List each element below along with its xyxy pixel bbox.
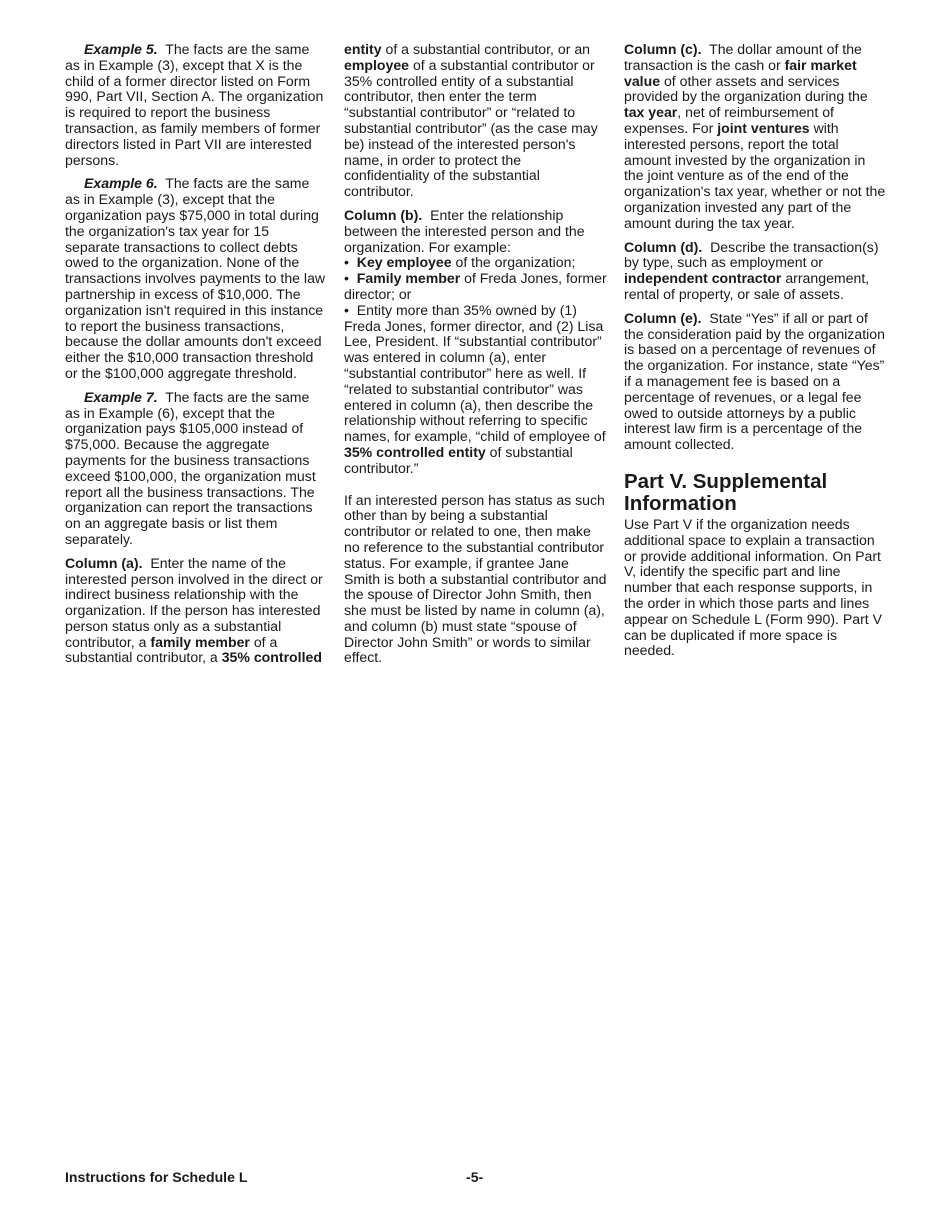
column-a-bold-1: family member — [150, 633, 250, 650]
bullet-icon: • — [344, 301, 349, 318]
column-d-text-1: Describe the transaction(s) by type, such as employment or — [624, 238, 879, 271]
column-1 — [65, 42, 327, 674]
part-v-heading: Part V. Supplemental Information — [624, 469, 828, 515]
example-7-text: The facts are the same as in Example (6), except that the organization pays $105,000 instead of $75,000. Because the aggregate payments for the business transactions exceed $100,000, the organization must report all the business transactions. The organization can report the transactions on an aggregate basis or list them separately. — [65, 388, 316, 547]
column-a-label: Column (a). — [65, 554, 143, 571]
bullet-item-1 — [344, 255, 608, 271]
bullet-1-text: of the organization; — [455, 254, 576, 271]
column-d-label: Column (d). — [624, 238, 703, 255]
cont-bold-2: employee — [344, 56, 410, 73]
bullet-2-text: of Freda Jones, former director; or — [344, 270, 607, 302]
column-c-section — [624, 42, 886, 232]
column-a-text-2: of a substantial contributor, a — [65, 633, 278, 666]
example-6 — [65, 176, 327, 381]
bullet-icon: • — [344, 254, 349, 271]
column-e-text: State “Yes” if all or part of the consideration paid by the organization is based on a percentage of revenues of the organization. For instance, state “Yes” if a management fee is based on a percentage of revenues, or a legal fee owed to outside attorneys by a public interest law firm is a percentage of the amount collected. — [624, 309, 885, 453]
column-d-bold-1: independent contractor — [624, 270, 782, 287]
page-number: -5- — [466, 1169, 484, 1185]
example-5-label: Example 5. — [84, 41, 158, 57]
column-d-section — [624, 240, 886, 303]
bullet-icon: • — [344, 270, 349, 287]
footer-title: Instructions for Schedule L — [65, 1169, 248, 1185]
column-a-continued — [344, 42, 608, 200]
example-5 — [65, 42, 327, 168]
cont-bold-1: entity — [344, 41, 382, 57]
column-c-text-4: with interested persons, report the total amount invested by the organization in the joint venture as of the end of the organization's tax year, whether or not the organization invested any part of the amount during the tax year. — [624, 119, 886, 231]
column-c-bold-1: fair market value — [624, 56, 857, 89]
bullet-3-bold: 35% controlled entity — [344, 443, 486, 460]
bullet-2-bold: Family member — [356, 270, 461, 287]
part-v-text: Use Part V if the organization needs additional space to explain a transaction or provide additional information. On Part V, identify the specific part and line number that each response supports, in the order in which those parts and lines appear on Schedule L (Form 990). Part V can be duplicated if more space is needed. — [624, 515, 883, 659]
column-b-text: Enter the relationship between the interested person and the organization. For example: — [344, 206, 585, 255]
column-e-section — [624, 311, 886, 453]
column-c-label: Column (c). — [624, 41, 702, 57]
column-e-label: Column (e). — [624, 309, 702, 326]
bullet-item-2 — [344, 271, 608, 303]
example-6-label: Example 6. — [84, 175, 158, 192]
bullet-item-3 — [344, 303, 608, 477]
column-b-section — [344, 208, 608, 255]
cont-text-1: of a substantial contributor, or an — [385, 41, 590, 57]
column-a-bold-2: 35% controlled — [221, 649, 322, 666]
column-2 — [344, 42, 608, 674]
status-paragraph: If an interested person has status as such other than by being a substantial contributor or related to one, then make no reference to the substantial contributor status. For example, if grantee Jane Smith is both a substantial contributor and the spouse of Director John Smith, then she must be listed by name in column (a), and column (b) must state “spouse of Director John Smith” or words to similar effect. — [344, 491, 607, 666]
column-c-text-3: , net of reimbursement of expenses. For — [624, 104, 834, 136]
example-7-label: Example 7. — [84, 388, 158, 405]
example-7 — [65, 390, 327, 548]
bullet-3-text: Entity more than 35% owned by (1) Freda Jones, former director, and (2) Lisa Lee, President. If “substantial contributor” was entered in column (a), enter “substantial contributor” here as well. If “related to substantial contributor” was entered in column (a), then describe the relationship without referring to specific names, for example, “child of employee of — [344, 301, 606, 445]
bullet-3-end: of substantial contributor.” — [344, 443, 573, 476]
cont-text-2: of a substantial contributor or 35% controlled entity of a substantial contributor, then enter the term “substantial contributor” or “related to substantial contributor” (as the case may be) instead of the interested person's name, in order to protect the confidentiality of the substantial contributor. — [344, 56, 598, 200]
bullet-1-bold: Key employee — [356, 254, 452, 271]
example-6-text: The facts are the same as in Example (3), except that the organization pays $75,000 in total during the organization's tax year for 15 separate transactions to collect debts owed to the organization. None of the transactions involves payments to the law partnership in excess of $10,000. The organization isn't required in this instance to report the business transactions, because the dollar amounts don't exceed either the $10,000 transaction threshold or the $100,000 aggregate threshold. — [65, 175, 326, 381]
column-a-text-1: Enter the name of the interested person involved in the direct or indirect business relationship with the organization. If the person has interested person status only as a substantial contributor, a — [65, 554, 323, 650]
column-c-bold-2: tax year — [624, 104, 678, 121]
column-b-label: Column (b). — [344, 206, 423, 223]
column-3 — [624, 42, 886, 667]
column-a-section — [65, 556, 327, 667]
column-c-bold-3: joint ventures — [717, 119, 810, 136]
column-d-text-2: arrangement, rental of property, or sale of assets. — [624, 270, 870, 302]
example-5-text: The facts are the same as in Example (3), except that X is the child of a former director listed on Form 990, Part VII, Section A. The organization is required to report the business transaction, as family members of former directors listed in Part VII are interested persons. — [65, 41, 324, 168]
column-c-text-1: The dollar amount of the transaction is the cash or — [624, 41, 862, 73]
column-c-text-2: of other assets and services provided by the organization during the — [624, 72, 868, 105]
